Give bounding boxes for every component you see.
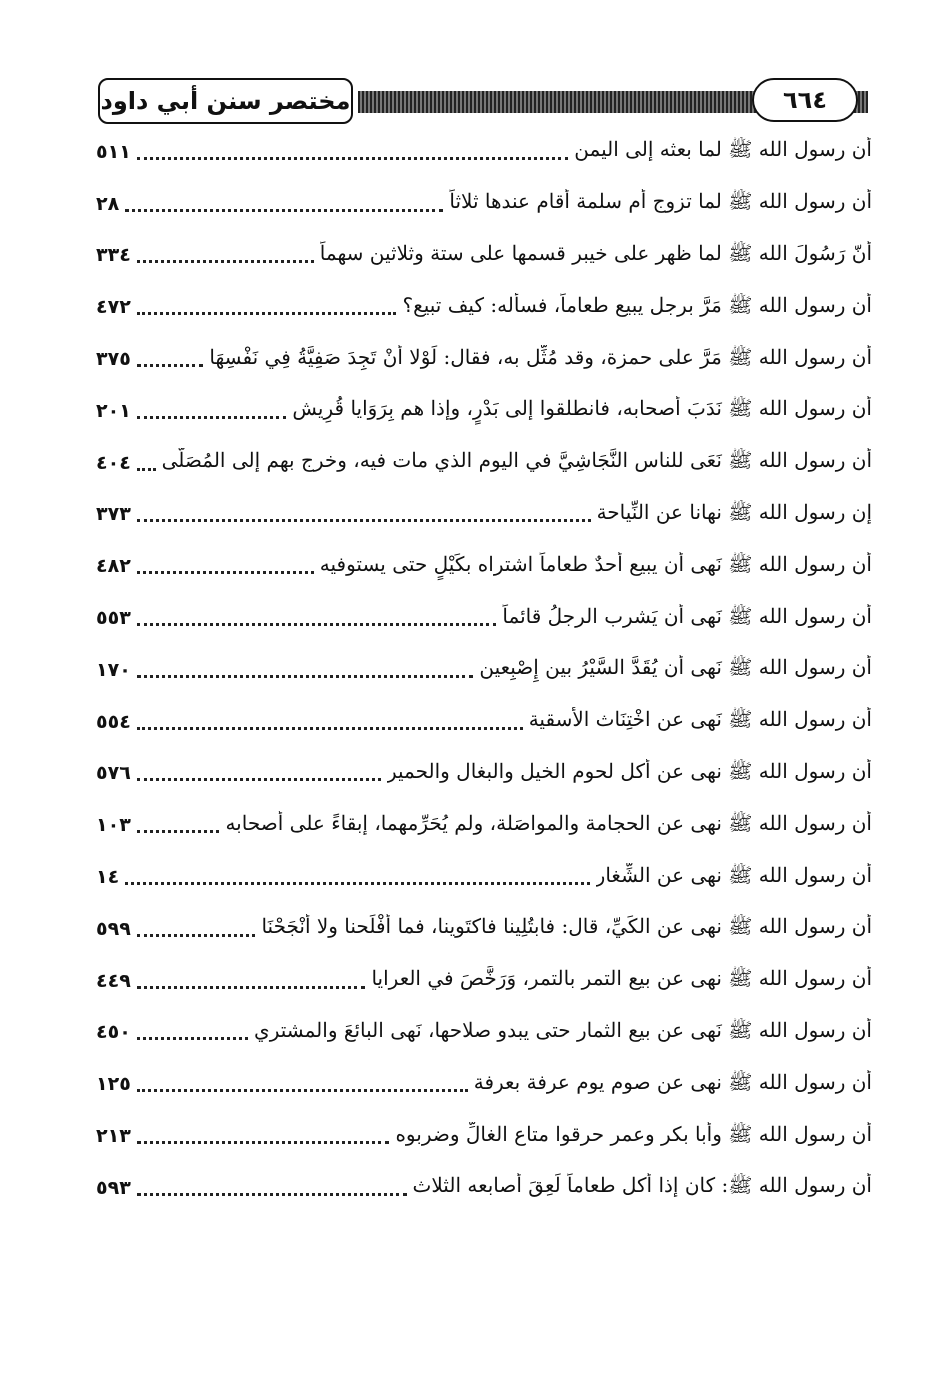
index-entry	[96, 178, 872, 230]
index-entry	[96, 540, 872, 592]
index-entry	[96, 1007, 872, 1059]
entry-page-number: ٥١١	[96, 140, 131, 163]
entry-leader-dots	[137, 933, 256, 937]
index-entry	[96, 851, 872, 903]
entry-page-number: ٤٥٠	[96, 1021, 131, 1044]
entry-page-number: ٢٨	[96, 192, 120, 215]
index-entry	[96, 748, 872, 800]
index-entry	[96, 333, 872, 385]
entry-page-number: ١٢٥	[96, 1073, 131, 1096]
index-entry	[96, 385, 872, 437]
entry-leader-dots	[137, 777, 381, 781]
entry-text: أن رسول الله ﷺ: كان إذا أكل طعاماً لَعِقَ أصابعه الثلاث	[412, 1173, 872, 1198]
index-entry	[96, 489, 872, 541]
index-entry	[96, 903, 872, 955]
entry-page-number: ٥٧٦	[96, 762, 131, 785]
entry-leader-dots	[137, 467, 156, 471]
index-entry	[96, 955, 872, 1007]
entry-page-number: ٥٩٩	[96, 917, 131, 940]
entry-leader-dots	[137, 985, 366, 989]
entry-page-number: ٣٧٣	[96, 503, 131, 526]
entry-text: أن رسول الله ﷺ مَرَّ على حمزة، وقد مُثِّل به، فقال: لَوْلا أَنْ تَجِدَ صَفِيَّةُ فِي نَفْسِهَا	[209, 344, 872, 369]
entry-leader-dots	[137, 363, 204, 367]
entry-text: أنّ رَسُولَ الله ﷺ لما ظهر على خيبر قسمها على ستة وثلاثين سهماً	[319, 240, 872, 265]
entry-page-number: ٥٥٣	[96, 607, 131, 630]
entry-leader-dots	[137, 1140, 390, 1144]
entry-page-number: ٤٧٢	[96, 296, 131, 319]
entry-page-number: ٢٠١	[96, 399, 131, 422]
entry-text: أن رسول الله ﷺ نَهى عن بيع الثمار حتى يبدو صلاحها، نَهى البائعَ والمشتري	[254, 1017, 872, 1042]
entry-text: أن رسول الله ﷺ نهى عن الكَيِّ، قال: فابتُلِينا فاكتَوينا، فما أفْلَحنا ولا أَنْجَحْنَا	[261, 914, 872, 939]
entry-page-number: ٥٥٤	[96, 710, 131, 733]
entry-page-number: ١٠٣	[96, 814, 131, 837]
entry-text: أن رسول الله ﷺ نَهى أن يَشرب الرجلُ قائماً	[502, 603, 872, 628]
entry-text: أن رسول الله ﷺ نهى عن الحجامة والمواصَلة، ولم يُحَرِّمهما، إبقاءً على أصحابه	[225, 810, 872, 835]
entry-leader-dots	[137, 829, 220, 833]
entry-leader-dots	[137, 674, 474, 678]
entry-leader-dots	[137, 518, 591, 522]
entry-page-number: ١٤	[96, 866, 120, 889]
entry-leader-dots	[137, 415, 287, 419]
entry-page-number: ٤٤٩	[96, 969, 131, 992]
entry-page-number: ٤٨٢	[96, 555, 131, 578]
entry-text: أن رسول الله ﷺ نَدَبَ أصحابه، فانطلقوا إلى بَدْرٍ، وإذا هم بِرَوَايا قُرِيش	[292, 396, 872, 421]
page-number: ٦٦٤	[752, 78, 858, 122]
entry-text: أن رسول الله ﷺ نَهى عن اخْتِنَاث الأسقية	[528, 707, 872, 732]
entry-text: أن رسول الله ﷺ نهى عن الشِّغار	[595, 862, 872, 887]
index-entry	[96, 437, 872, 489]
entry-text: أن رسول الله ﷺ وأبا بكر وعمر حرقوا متاع الغالِّ وضربوه	[395, 1121, 872, 1146]
entry-page-number: ٥٩٣	[96, 1176, 131, 1199]
entry-leader-dots	[125, 208, 443, 212]
entry-text: أن رسول الله ﷺ مَرَّ برجل يبيع طعاماً، فسأله: كيف تبيع؟	[402, 292, 872, 317]
entry-leader-dots	[137, 1088, 468, 1092]
entry-text: أن رسول الله ﷺ نَهى أن يُقَدَّ السَّيْرُ بين إِصْبِعين	[479, 655, 872, 680]
entry-text: أن رسول الله ﷺ نهى عن صوم يوم عرفة بعرفة	[473, 1069, 872, 1094]
entry-leader-dots	[137, 1036, 248, 1040]
entry-page-number: ٢١٣	[96, 1125, 131, 1148]
entry-page-number: ١٧٠	[96, 658, 131, 681]
entry-leader-dots	[137, 570, 314, 574]
entry-text: أن رسول الله ﷺ نهى عن أكل لحوم الخيل والبغال والحمير	[386, 758, 872, 783]
entry-text: أن رسول الله ﷺ لما بعثه إلى اليمن	[574, 137, 872, 162]
entry-text: أن رسول الله ﷺ نَعَى للناس النَّجَاشِيَّ في اليوم الذي مات فيه، وخرج بهم إلى المُصَلَّى	[161, 448, 872, 473]
entry-leader-dots	[137, 156, 569, 160]
index-entry	[96, 230, 872, 282]
entry-leader-dots	[137, 311, 397, 315]
index-entry	[96, 1110, 872, 1162]
entry-page-number: ٣٧٥	[96, 348, 131, 371]
entry-leader-dots	[137, 1192, 407, 1196]
entry-text: أن رسول الله ﷺ نهى عن بيع التمر بالتمر، وَرَخَّصَ في العرايا	[371, 966, 872, 991]
index-entry	[96, 644, 872, 696]
hadith-index-list	[96, 126, 872, 1214]
index-entry	[96, 696, 872, 748]
index-entry	[96, 799, 872, 851]
index-entry	[96, 126, 872, 178]
entry-text: أن رسول الله ﷺ نَهى أن يبيع أحدٌ طعاماً اشتراه بكَيْلٍ حتى يستوفيه	[319, 551, 872, 576]
entry-leader-dots	[137, 726, 523, 730]
entry-page-number: ٤٠٤	[96, 451, 131, 474]
index-entry	[96, 592, 872, 644]
entry-leader-dots	[137, 622, 497, 626]
entry-leader-dots	[125, 881, 589, 885]
index-entry	[96, 1058, 872, 1110]
entry-text: أن رسول الله ﷺ لما تزوج أم سلمة أقام عندها ثلاثاً	[449, 189, 872, 214]
page-header	[98, 78, 868, 128]
entry-text: إن رسول الله ﷺ نهانا عن النِّياحة	[596, 499, 872, 524]
entry-page-number: ٣٣٤	[96, 244, 131, 267]
index-entry	[96, 281, 872, 333]
book-title: مختصر سنن أبي داود	[98, 78, 353, 124]
entry-leader-dots	[137, 259, 314, 263]
index-entry	[96, 1162, 872, 1214]
